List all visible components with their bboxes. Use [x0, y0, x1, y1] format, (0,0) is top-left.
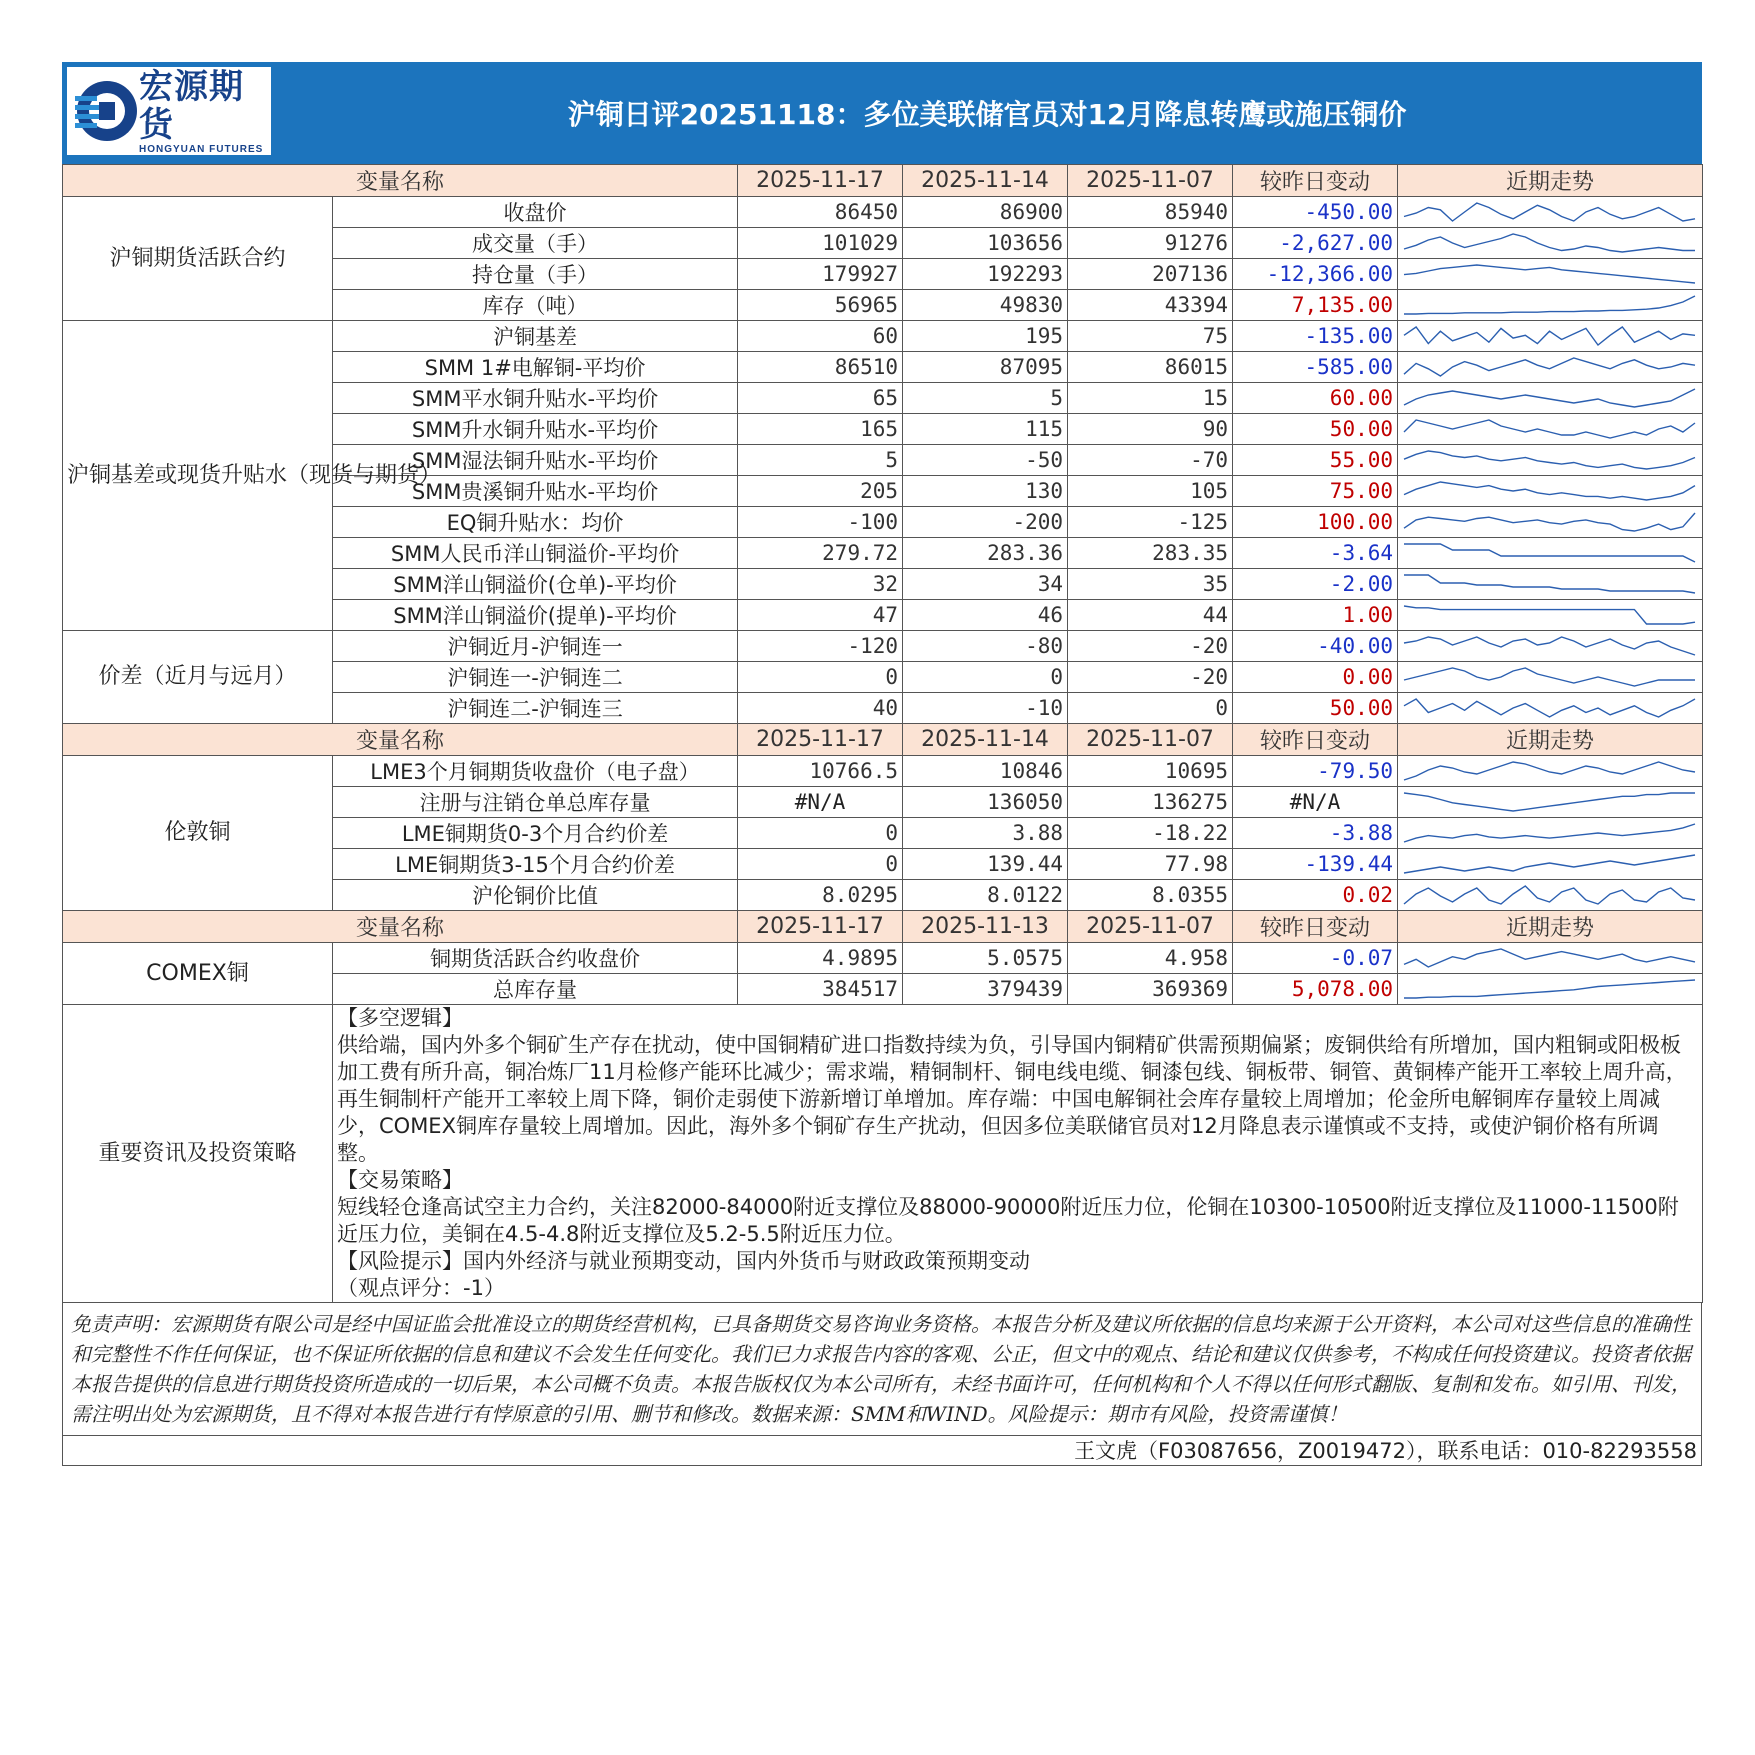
analysis-row: [63, 1005, 1703, 1303]
trend-cell: [1398, 756, 1703, 787]
trend-cell: [1398, 600, 1703, 631]
trend-cell: [1398, 662, 1703, 693]
sparkline-trend-line: [1404, 513, 1695, 531]
category-label: 沪铜期货活跃合约: [63, 197, 333, 321]
value-cell: 8.0122: [903, 880, 1068, 911]
variable-name: 收盘价: [333, 197, 738, 228]
sparkline-trend-line: [1404, 762, 1695, 780]
disclaimer: 免责声明：宏源期货有限公司是经中国证监会批准设立的期货经营机构，已具备期货交易咨询业务资格。本报告分析及建议所依据的信息均来源于公开资料，本公司对这些信息的准确性和完整性不作任何保证，也不保证所依据的信息和建议不会发生任何变化。我们已力求报告内容的客观、公正，但文中的观点、结论和建议仅供参考，不构成任何投资建议。投资者依据本报告提供的信息进行期货投资所造成的一切后果，本公司概不负责。本报告版权仅为本公司所有，未经书面许可，任何机构和个人不得以任何形式翻版、复制和发布。如引用、刊发，需注明出处为宏源期货，且不得对本报告进行有悖原意的引用、删节和修改。数据来源：SMM和WIND。风险提示：期市有风险，投资需谨慎！: [62, 1303, 1702, 1436]
sparkline-chart: [1402, 324, 1697, 348]
value-cell: 384517: [738, 974, 903, 1005]
sparkline-trend-line: [1404, 203, 1695, 221]
value-cell: 0: [738, 849, 903, 880]
sparkline-trend-line: [1404, 949, 1695, 967]
sparkline-chart: [1402, 355, 1697, 379]
trend-cell: [1398, 631, 1703, 662]
value-cell: 4.958: [1068, 943, 1233, 974]
sparkline-chart: [1402, 634, 1697, 658]
sparkline-trend-line: [1404, 606, 1695, 624]
table-row: [63, 631, 1703, 662]
variable-name: SMM平水铜升贴水-平均价: [333, 383, 738, 414]
table-row: [63, 943, 1703, 974]
variable-name: SMM洋山铜溢价(提单)-平均价: [333, 600, 738, 631]
value-cell: -70: [1068, 445, 1233, 476]
value-cell: 85940: [1068, 197, 1233, 228]
sparkline-trend-line: [1404, 575, 1695, 593]
value-cell: 0: [738, 818, 903, 849]
column-header-date: 2025-11-07: [1068, 911, 1233, 943]
value-cell: 86450: [738, 197, 903, 228]
column-header-date: 2025-11-07: [1068, 165, 1233, 197]
value-cell: 105: [1068, 476, 1233, 507]
trend-cell: [1398, 228, 1703, 259]
change-cell: -3.88: [1233, 818, 1398, 849]
value-cell: 60: [738, 321, 903, 352]
column-header-trend: 近期走势: [1398, 911, 1703, 943]
value-cell: 369369: [1068, 974, 1233, 1005]
value-cell: 15: [1068, 383, 1233, 414]
value-cell: 195: [903, 321, 1068, 352]
trend-cell: [1398, 693, 1703, 724]
analysis-paragraph: 【交易策略】: [337, 1168, 463, 1192]
trend-cell: [1398, 352, 1703, 383]
trend-cell: [1398, 569, 1703, 600]
sparkline-trend-line: [1404, 544, 1695, 562]
value-cell: 44: [1068, 600, 1233, 631]
value-cell: -20: [1068, 662, 1233, 693]
sparkline-trend-line: [1404, 637, 1695, 655]
variable-name: SMM人民币洋山铜溢价-平均价: [333, 538, 738, 569]
change-cell: -40.00: [1233, 631, 1398, 662]
value-cell: 86900: [903, 197, 1068, 228]
variable-name: SMM洋山铜溢价(仓单)-平均价: [333, 569, 738, 600]
sparkline-chart: [1402, 200, 1697, 224]
variable-name: SMM升水铜升贴水-平均价: [333, 414, 738, 445]
change-cell: 0.02: [1233, 880, 1398, 911]
change-cell: -3.64: [1233, 538, 1398, 569]
value-cell: 139.44: [903, 849, 1068, 880]
sparkline-trend-line: [1404, 358, 1695, 376]
category-label: 沪铜基差或现货升贴水（现货与期货）: [63, 321, 333, 631]
hongyuan-logo-icon: [73, 74, 133, 148]
sparkline-chart: [1402, 417, 1697, 441]
value-cell: 115: [903, 414, 1068, 445]
variable-name: 总库存量: [333, 974, 738, 1005]
sparkline-chart: [1402, 852, 1697, 876]
value-cell: 32: [738, 569, 903, 600]
section-header-row: [63, 724, 1703, 756]
change-cell: 75.00: [1233, 476, 1398, 507]
sparkline-chart: [1402, 696, 1697, 720]
change-cell: 5,078.00: [1233, 974, 1398, 1005]
sparkline-trend-line: [1404, 265, 1695, 283]
report-page: [62, 62, 1702, 1466]
value-cell: -125: [1068, 507, 1233, 538]
change-cell: 50.00: [1233, 693, 1398, 724]
trend-cell: [1398, 321, 1703, 352]
analysis-paragraph: 【多空逻辑】: [337, 1006, 463, 1030]
trend-cell: [1398, 538, 1703, 569]
trend-cell: [1398, 880, 1703, 911]
value-cell: -80: [903, 631, 1068, 662]
section-header-row: [63, 911, 1703, 943]
value-cell: 10766.5: [738, 756, 903, 787]
value-cell: 192293: [903, 259, 1068, 290]
logo-chinese-name: 宏源期货: [139, 66, 244, 145]
value-cell: 4.9895: [738, 943, 903, 974]
column-header-date: 2025-11-13: [903, 911, 1068, 943]
sparkline-trend-line: [1404, 296, 1695, 314]
value-cell: 35: [1068, 569, 1233, 600]
analysis-label: 重要资讯及投资策略: [63, 1005, 333, 1303]
sparkline-trend-line: [1404, 793, 1695, 811]
analysis-paragraph: （观点评分：-1）: [337, 1276, 505, 1300]
sparkline-chart: [1402, 977, 1697, 1001]
value-cell: 86015: [1068, 352, 1233, 383]
value-cell: 77.98: [1068, 849, 1233, 880]
logo-english-name: HONGYUAN FUTURES: [139, 143, 264, 155]
analysis-content: [333, 1005, 1703, 1303]
sparkline-trend-line: [1404, 980, 1695, 998]
column-header-date: 2025-11-14: [903, 165, 1068, 197]
variable-name: 沪伦铜价比值: [333, 880, 738, 911]
column-header-trend: 近期走势: [1398, 165, 1703, 197]
value-cell: 5: [738, 445, 903, 476]
analysis-paragraph: 供给端，国内外多个铜矿生产存在扰动，使中国铜精矿进口指数持续为负，引导国内铜精矿供需预期偏紧；废铜供给有所增加，国内粗铜或阳极板加工费有所升高，铜冶炼厂11月检修产能环比减少；需求端，精铜制杆、铜电线电缆、铜漆包线、铜板带、铜管、黄铜棒产能开工率较上周升高，再生铜制杆产能开工率较上周下降，铜价走弱使下游新增订单增加。库存端：中国电解铜社会库存量较上周增加；伦金所电解铜库存量较上周减少，COMEX铜库存量较上周增加。因此，海外多个铜矿存生产扰动，但因多位美联储官员对12月降息表示谨慎或不支持，或使沪铜价格有所调整。: [337, 1033, 1687, 1165]
trend-cell: [1398, 476, 1703, 507]
value-cell: 130: [903, 476, 1068, 507]
variable-name: EQ铜升贴水：均价: [333, 507, 738, 538]
value-cell: 3.88: [903, 818, 1068, 849]
column-header-date: 2025-11-17: [738, 724, 903, 756]
sparkline-chart: [1402, 665, 1697, 689]
value-cell: -50: [903, 445, 1068, 476]
value-cell: -18.22: [1068, 818, 1233, 849]
sparkline-chart: [1402, 759, 1697, 783]
change-cell: 60.00: [1233, 383, 1398, 414]
sparkline-trend-line: [1404, 699, 1695, 717]
trend-cell: [1398, 849, 1703, 880]
column-header-change: 较昨日变动: [1233, 165, 1398, 197]
sparkline-chart: [1402, 603, 1697, 627]
report-header: [62, 62, 1702, 164]
sparkline-trend-line: [1404, 234, 1695, 252]
sparkline-chart: [1402, 262, 1697, 286]
value-cell: -120: [738, 631, 903, 662]
variable-name: 库存（吨）: [333, 290, 738, 321]
category-label: 伦敦铜: [63, 756, 333, 911]
sparkline-trend-line: [1404, 855, 1695, 873]
trend-cell: [1398, 787, 1703, 818]
value-cell: 43394: [1068, 290, 1233, 321]
sparkline-chart: [1402, 293, 1697, 317]
value-cell: 8.0295: [738, 880, 903, 911]
change-cell: 100.00: [1233, 507, 1398, 538]
value-cell: -200: [903, 507, 1068, 538]
value-cell: 5: [903, 383, 1068, 414]
value-cell: 283.36: [903, 538, 1068, 569]
column-header-date: 2025-11-17: [738, 165, 903, 197]
analysis-paragraph: 短线轻仓逢高试空主力合约，关注82000-84000附近支撑位及88000-90000附近压力位，伦铜在10300-10500附近支撑位及11000-11500附近压力位，美铜在4.5-4.8附近支撑位及5.2-5.5附近压力位。: [337, 1195, 1679, 1246]
sparkline-chart: [1402, 883, 1697, 907]
value-cell: 5.0575: [903, 943, 1068, 974]
column-header-date: 2025-11-14: [903, 724, 1068, 756]
table-row: [63, 321, 1703, 352]
sparkline-trend-line: [1404, 327, 1695, 345]
column-header-variable: 变量名称: [63, 911, 738, 943]
sparkline-trend-line: [1404, 389, 1695, 407]
sparkline-trend-line: [1404, 668, 1695, 686]
variable-name: 沪铜基差: [333, 321, 738, 352]
change-cell: 50.00: [1233, 414, 1398, 445]
variable-name: 铜期货活跃合约收盘价: [333, 943, 738, 974]
sparkline-chart: [1402, 479, 1697, 503]
value-cell: 56965: [738, 290, 903, 321]
value-cell: 34: [903, 569, 1068, 600]
data-table: [62, 164, 1703, 1303]
sparkline-chart: [1402, 541, 1697, 565]
report-title: 沪铜日评20251118：多位美联储官员对12月降息转鹰或施压铜价: [567, 98, 1407, 131]
value-cell: 205: [738, 476, 903, 507]
value-cell: -100: [738, 507, 903, 538]
change-cell: -585.00: [1233, 352, 1398, 383]
change-cell: -450.00: [1233, 197, 1398, 228]
trend-cell: [1398, 974, 1703, 1005]
value-cell: 0: [1068, 693, 1233, 724]
sparkline-trend-line: [1404, 451, 1695, 469]
value-cell: 65: [738, 383, 903, 414]
value-cell: 207136: [1068, 259, 1233, 290]
sparkline-chart: [1402, 821, 1697, 845]
value-cell: 90: [1068, 414, 1233, 445]
value-cell: 0: [738, 662, 903, 693]
change-cell: -139.44: [1233, 849, 1398, 880]
change-cell: -79.50: [1233, 756, 1398, 787]
column-header-variable: 变量名称: [63, 165, 738, 197]
trend-cell: [1398, 197, 1703, 228]
column-header-trend: 近期走势: [1398, 724, 1703, 756]
value-cell: 279.72: [738, 538, 903, 569]
value-cell: 8.0355: [1068, 880, 1233, 911]
value-cell: 136275: [1068, 787, 1233, 818]
sparkline-chart: [1402, 790, 1697, 814]
column-header-change: 较昨日变动: [1233, 911, 1398, 943]
value-cell: -10: [903, 693, 1068, 724]
value-cell: 49830: [903, 290, 1068, 321]
category-label: 价差（近月与远月）: [63, 631, 333, 724]
column-header-change: 较昨日变动: [1233, 724, 1398, 756]
variable-name: 沪铜近月-沪铜连一: [333, 631, 738, 662]
company-logo: [67, 67, 271, 155]
variable-name: LME3个月铜期货收盘价（电子盘）: [333, 756, 738, 787]
value-cell: 136050: [903, 787, 1068, 818]
value-cell: 91276: [1068, 228, 1233, 259]
trend-cell: [1398, 383, 1703, 414]
change-cell: 7,135.00: [1233, 290, 1398, 321]
change-cell: 55.00: [1233, 445, 1398, 476]
variable-name: LME铜期货0-3个月合约价差: [333, 818, 738, 849]
sparkline-chart: [1402, 946, 1697, 970]
column-header-date: 2025-11-07: [1068, 724, 1233, 756]
sparkline-chart: [1402, 448, 1697, 472]
trend-cell: [1398, 259, 1703, 290]
sparkline-chart: [1402, 510, 1697, 534]
analysis-paragraph: 【风险提示】国内外经济与就业预期变动，国内外货币与财政政策预期变动: [337, 1249, 1030, 1273]
trend-cell: [1398, 943, 1703, 974]
variable-name: LME铜期货3-15个月合约价差: [333, 849, 738, 880]
sparkline-chart: [1402, 231, 1697, 255]
sparkline-chart: [1402, 572, 1697, 596]
value-cell: 86510: [738, 352, 903, 383]
change-cell: 1.00: [1233, 600, 1398, 631]
value-cell: 75: [1068, 321, 1233, 352]
sparkline-trend-line: [1404, 482, 1695, 500]
column-header-variable: 变量名称: [63, 724, 738, 756]
trend-cell: [1398, 507, 1703, 538]
value-cell: 379439: [903, 974, 1068, 1005]
value-cell: 47: [738, 600, 903, 631]
variable-name: SMM湿法铜升贴水-平均价: [333, 445, 738, 476]
value-cell: 165: [738, 414, 903, 445]
variable-name: 持仓量（手）: [333, 259, 738, 290]
value-cell: 0: [903, 662, 1068, 693]
variable-name: SMM贵溪铜升贴水-平均价: [333, 476, 738, 507]
trend-cell: [1398, 290, 1703, 321]
value-cell: 101029: [738, 228, 903, 259]
change-cell: -135.00: [1233, 321, 1398, 352]
change-cell: #N/A: [1233, 787, 1398, 818]
sparkline-trend-line: [1404, 420, 1695, 438]
trend-cell: [1398, 414, 1703, 445]
section-header-row: [63, 165, 1703, 197]
value-cell: 40: [738, 693, 903, 724]
value-cell: 10846: [903, 756, 1068, 787]
variable-name: SMM 1#电解铜-平均价: [333, 352, 738, 383]
value-cell: -20: [1068, 631, 1233, 662]
sparkline-trend-line: [1404, 886, 1695, 904]
analyst-contact: 王文虎（F03087656，Z0019472），联系电话：010-82293558: [62, 1436, 1702, 1466]
table-row: [63, 197, 1703, 228]
value-cell: 103656: [903, 228, 1068, 259]
value-cell: 179927: [738, 259, 903, 290]
change-cell: -2,627.00: [1233, 228, 1398, 259]
value-cell: 46: [903, 600, 1068, 631]
sparkline-trend-line: [1404, 824, 1695, 842]
trend-cell: [1398, 445, 1703, 476]
variable-name: 沪铜连一-沪铜连二: [333, 662, 738, 693]
variable-name: 注册与注销仓单总库存量: [333, 787, 738, 818]
trend-cell: [1398, 818, 1703, 849]
column-header-date: 2025-11-17: [738, 911, 903, 943]
category-label: COMEX铜: [63, 943, 333, 1005]
change-cell: -12,366.00: [1233, 259, 1398, 290]
variable-name: 沪铜连二-沪铜连三: [333, 693, 738, 724]
variable-name: 成交量（手）: [333, 228, 738, 259]
value-cell: #N/A: [738, 787, 903, 818]
value-cell: 10695: [1068, 756, 1233, 787]
value-cell: 283.35: [1068, 538, 1233, 569]
change-cell: 0.00: [1233, 662, 1398, 693]
change-cell: -2.00: [1233, 569, 1398, 600]
sparkline-chart: [1402, 386, 1697, 410]
change-cell: -0.07: [1233, 943, 1398, 974]
value-cell: 87095: [903, 352, 1068, 383]
table-row: [63, 756, 1703, 787]
